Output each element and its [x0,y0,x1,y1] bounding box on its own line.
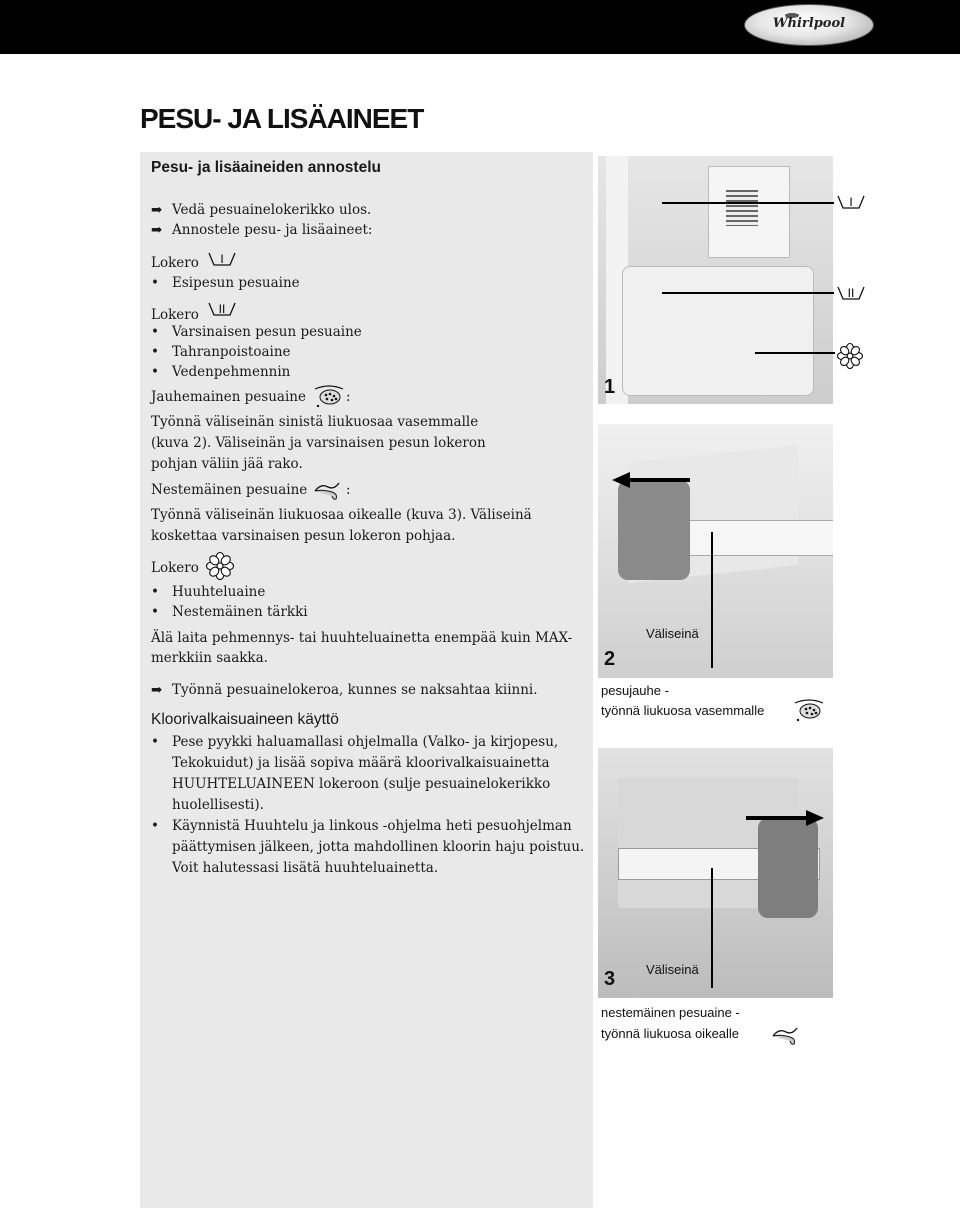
bleach-item-1-line-3: HUUHTELUAINEEN lokeroon (sulje pesuainelokerikko [172,776,551,792]
svg-text:I: I [849,195,853,209]
max-warning-1: Älä laita pehmennys- tai huuhteluainetta enempää kuin MAX- [151,630,573,646]
liquid-instruction-2: koskettaa varsinaisen pesun lokeron pohjaa. [151,528,456,544]
bleach-item-1-line-1: • Pese pyykki haluamallasi ohjelmalla (Valko- ja kirjopesu, [151,734,559,750]
compartment-label-3: Lokero [151,560,199,576]
list-item-softener: • Vedenpehmennin [151,364,291,380]
liquid-icon [312,477,346,501]
compartment-ii-icon [207,300,237,318]
step-close-drawer: ➡ Työnnä pesuainelokeroa, kunnes se naksahtaa kiinni. [151,682,538,698]
figure-2-number: 2 [604,648,616,670]
compartment-label-2: Lokero [151,307,199,323]
bleach-item-2-line-1: • Käynnistä Huuhtelu ja linkous -ohjelma heti pesuohjelman [151,818,572,834]
right-arrow-icon: ➡ [151,682,163,698]
list-item-stain-remover: • Tahranpoistoaine [151,344,291,360]
list-item-starch: • Nestemäinen tärkki [151,604,308,620]
colon: : [346,389,351,405]
svg-text:II: II [218,302,226,316]
figure-3-photo [598,748,833,998]
colon: : [346,482,351,498]
brand-logo [744,4,874,46]
figure-2-photo [598,424,833,678]
bleach-item-1-line-2: Tekokuidut) ja lisää sopiva määrä kloorivalkaisuainetta [172,755,550,771]
pointer-line-prewash [662,202,834,204]
list-item-prewash: • Esipesun pesuaine [151,275,300,291]
figure-3-label: Väliseinä [646,962,699,977]
pointer-line-divider [711,532,713,668]
svg-text:II: II [847,286,855,300]
figure-1-photo [598,156,833,404]
right-arrow-icon [744,808,824,828]
powder-detergent-label: Jauhemainen pesuaine [151,389,306,405]
flower-icon [205,551,235,581]
bleach-item-2-line-2: päättymisen jälkeen, jotta mahdollinen kloorin haju poistuu. [172,839,585,855]
powder-icon [312,384,346,410]
page-title: PESU- JA LISÄAINEET [140,103,424,134]
compartment-i-icon [836,193,866,211]
liquid-detergent-label: Nestemäinen pesuaine [151,482,308,498]
figure-1-number: 1 [604,376,616,398]
right-arrow-icon: ➡ [151,222,163,238]
figure-3-caption-2: työnnä liukuosa oikealle [601,1026,740,1041]
powder-instruction-3: pohjan väliin jää rako. [151,456,303,472]
section-heading-dosing: Pesu- ja lisäaineiden annostelu [151,159,381,176]
pointer-line-mainwash [662,292,834,294]
svg-text:I: I [220,252,224,266]
powder-icon [792,698,826,724]
flower-icon [836,342,864,370]
compartment-i-icon [207,250,237,268]
max-warning-2: merkkiin saakka. [151,650,268,666]
liquid-icon [770,1022,804,1046]
brand-name: Whirlpool [772,16,846,31]
powder-instruction-1: Työnnä väliseinän sinistä liukuosaa vasemmalle [151,414,479,430]
list-item-mainwash: • Varsinaisen pesun pesuaine [151,324,362,340]
powder-instruction-2: (kuva 2). Väliseinän ja varsinaisen pesun lokeron [151,435,486,451]
compartment-label-1: Lokero [151,255,199,271]
liquid-instruction-1: Työnnä väliseinän liukuosaa oikealle (kuva 3). Väliseinä [151,507,532,523]
section-heading-bleach: Kloorivalkaisuaineen käyttö [151,711,339,728]
left-arrow-icon [612,470,692,490]
step-dose: ➡ Annostele pesu- ja lisäaineet: [151,222,373,238]
figure-3-caption-1: nestemäinen pesuaine - [601,1005,740,1020]
figure-2-caption-1: pesujauhe - [601,683,669,698]
list-item-rinse-aid: • Huuhteluaine [151,584,266,600]
right-arrow-icon: ➡ [151,202,163,218]
compartment-ii-icon [836,284,866,302]
pointer-line-softener [755,352,835,354]
pointer-line-divider [711,868,713,988]
header-bar [0,0,960,54]
step-pull-drawer: ➡ Vedä pesuainelokerikko ulos. [151,202,372,218]
figure-2-caption-2: työnnä liukuosa vasemmalle [601,703,765,718]
bleach-item-1-line-4: huolellisesti). [172,797,264,813]
figure-2-label: Väliseinä [646,626,699,641]
bleach-item-2-line-3: Voit halutessasi lisätä huuhteluainetta. [172,860,439,876]
figure-3-number: 3 [604,968,616,990]
